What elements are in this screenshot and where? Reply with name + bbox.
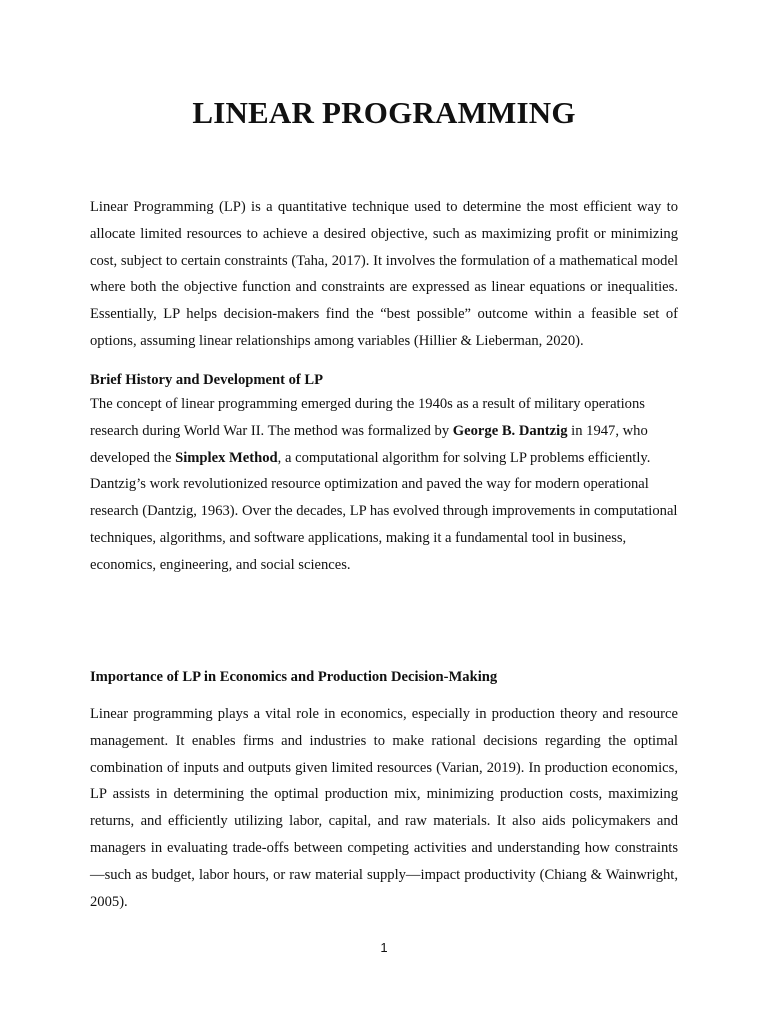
history-text-part-2: in 1947, who developed the [90, 422, 648, 466]
section-heading-history: Brief History and Development of LP [90, 372, 324, 388]
document-title: LINEAR PROGRAMMING [192, 95, 576, 130]
intro-paragraph: Linear Programming (LP) is a quantitative technique used to determine the most efficient way to allocate limited resources to achieve a desired objective, such as maximizing profit or minimizing cost, subject to certain constraints (Taha, 2017). It involves the formulation of a mathematical model where both the objective function and constraints are expressed as linear equations or inequalities. Essentially, LP helps decision-makers find the “best possible” outcome within a feasible set of options, assuming linear relationships among variables (Hillier & Lieberman, 2020). [90, 199, 678, 349]
history-bold-simplex: Simplex Method [175, 449, 278, 466]
history-bold-dantzig: George B. Dantzig [452, 422, 568, 439]
page-number: 1 [380, 940, 388, 955]
history-text-part-3: , a computational algorithm for solving LP problems efficiently. Dantzig’s work revolutionized resource optimization and paved the way for modern operational research (Dantzig, 1963). Over the decades, LP has evolved through improvements in computational techniques, algorithms, and software applications, making it a fundamental tool in business, economics, engineering, and social sciences. [90, 449, 678, 573]
section-heading-importance: Importance of LP in Economics and Production Decision-Making [90, 669, 498, 685]
importance-paragraph: Linear programming plays a vital role in economics, especially in production theory and resource management. It enables firms and industries to make rational decisions regarding the optimal combination of inputs and outputs given limited resources (Varian, 2019). In production economics, LP assists in determining the optimal production mix, minimizing production costs, maximizing returns, and efficiently utilizing labor, capital, and raw materials. It also aids policymakers and managers in evaluating trade-offs between competing activities and understanding how constraints—such as budget, labor hours, or raw material supply—impact productivity (Chiang & Wainwright, 2005). [90, 706, 678, 910]
history-paragraph [90, 391, 678, 579]
history-text-part-1: The concept of linear programming emerged during the 1940s as a result of military operations research during World War II. The method was formalized by [90, 396, 645, 439]
